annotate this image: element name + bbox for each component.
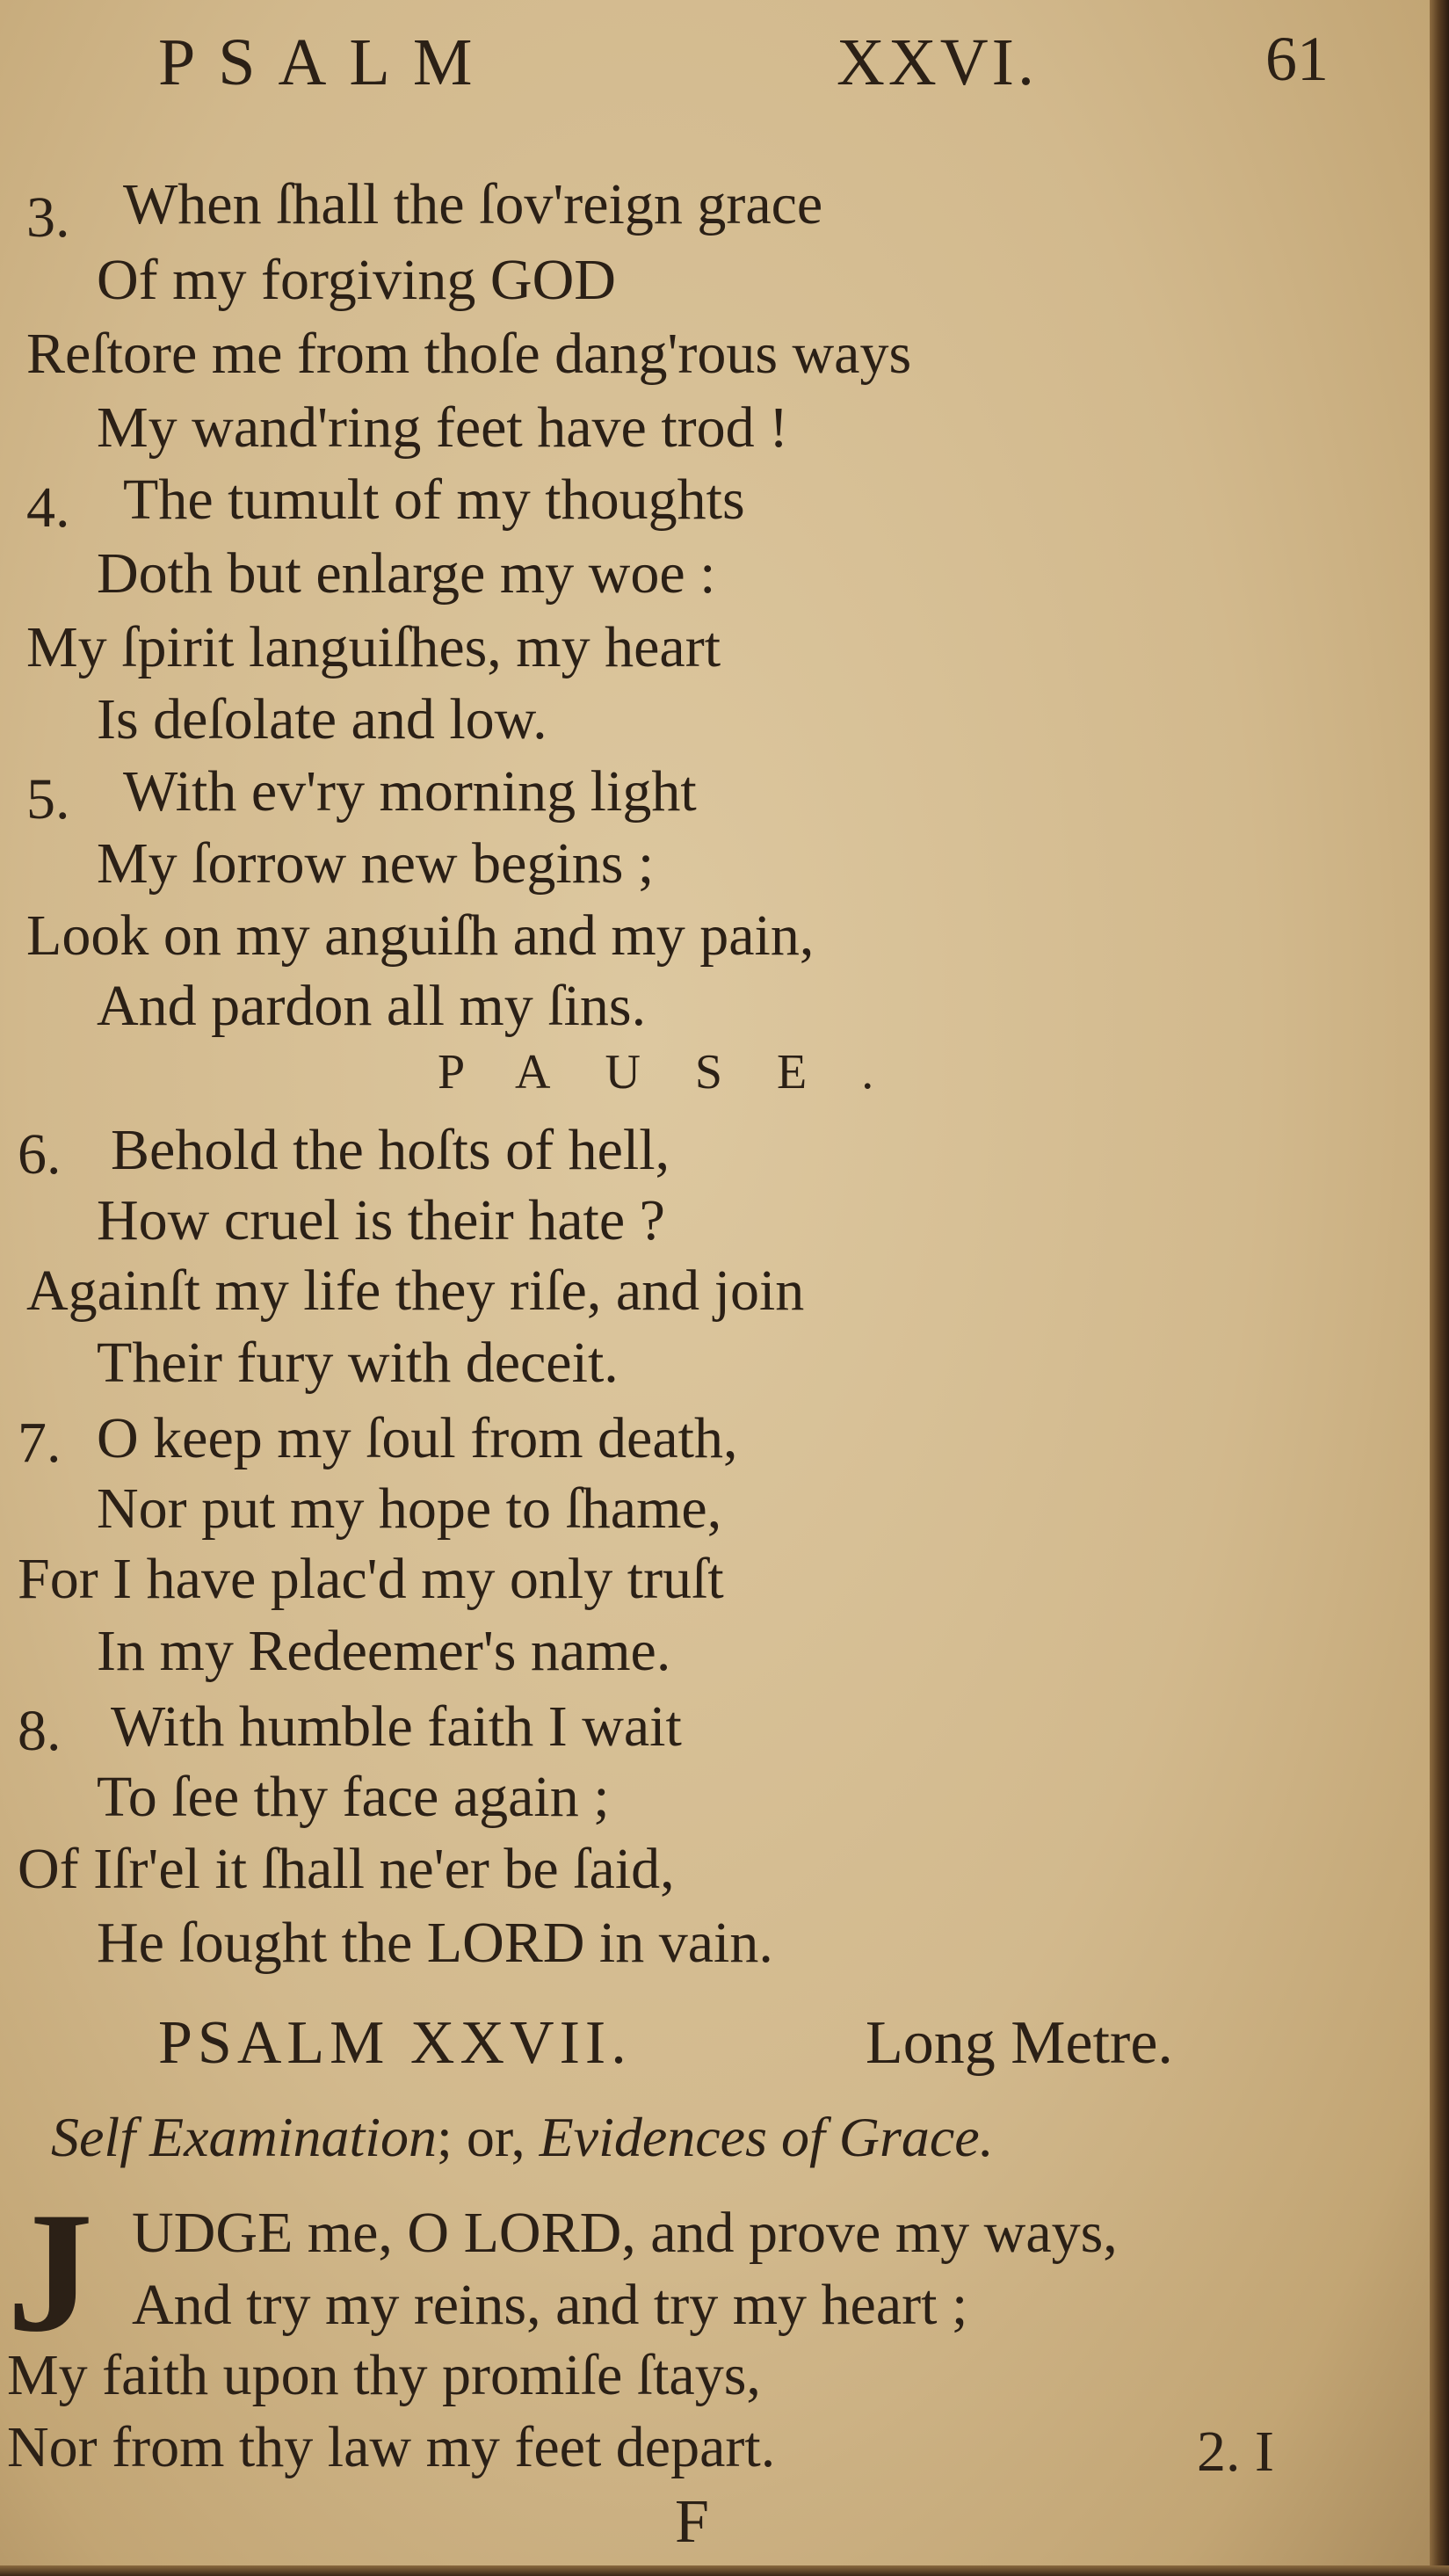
verse-line: How cruel is their hate ?	[97, 1188, 665, 1252]
verse-line: He ſought the LORD in vain.	[97, 1911, 773, 1975]
stanza-number: 4.	[26, 475, 70, 540]
verse-line: When ſhall the ſov'reign grace	[123, 172, 823, 236]
verse-line: In my Redeemer's name.	[97, 1619, 671, 1683]
verse-line: O keep my ſoul from death,	[97, 1406, 738, 1470]
verse-line: The tumult of my thoughts	[123, 468, 745, 532]
psalm-title: PSALM XXVII.	[158, 2009, 632, 2077]
subtitle-separator: ; or,	[437, 2106, 525, 2168]
verse-line: Nor from thy law my feet depart.	[7, 2415, 776, 2479]
verse-line: For I have plac'd my only truſt	[18, 1547, 724, 1611]
verse-line: And try my reins, and try my heart ;	[132, 2273, 968, 2337]
verse-line: Behold the hoſts of hell,	[111, 1118, 670, 1182]
verse-line: My faith upon thy promiſe ſtays,	[7, 2343, 761, 2407]
verse-line: Reſtore me from thoſe dang'rous ways	[26, 322, 912, 386]
verse-line: And pardon all my ſins.	[97, 974, 647, 1038]
verse-line: My ſorrow new begins ;	[97, 831, 655, 896]
verse-line: My wand'ring feet have trod !	[97, 395, 789, 460]
verse-line: With ev'ry morning light	[123, 759, 697, 824]
page-number: 61	[1265, 24, 1329, 94]
page-edge-shadow	[1430, 0, 1449, 2576]
pause-heading: PAUSE.	[438, 1045, 929, 1099]
page-bottom-edge	[0, 2565, 1449, 2576]
verse-line: Nor put my hope to ſhame,	[97, 1477, 722, 1541]
subtitle-part-2: Evidences of Grace.	[539, 2106, 994, 2168]
verse-line: To ſee thy face again ;	[97, 1765, 610, 1829]
verse-line: Of Iſr'el it ſhall ne'er be ſaid,	[18, 1837, 675, 1901]
stanza-number: 3.	[26, 185, 70, 250]
stanza-number: 7.	[18, 1411, 62, 1475]
verse-line: Look on my anguiſh and my pain,	[26, 903, 815, 968]
running-head-psalm-number: XXVI.	[837, 25, 1038, 99]
signature-mark: F	[675, 2488, 709, 2556]
verse-line: Their fury with deceit.	[97, 1331, 619, 1395]
stanza-number: 5.	[26, 767, 70, 831]
verse-line: Againſt my life they riſe, and join	[26, 1259, 805, 1323]
verse-line: Of my forgiving GOD	[97, 248, 616, 312]
verse-line: Is deſolate and low.	[97, 687, 547, 751]
verse-line: With humble faith I wait	[111, 1694, 682, 1759]
drop-cap: J	[7, 2177, 93, 2368]
psalm-meter: Long Metre.	[866, 2009, 1173, 2077]
verse-line: My ſpirit languiſhes, my heart	[26, 615, 721, 679]
running-head: PSALM	[158, 25, 496, 99]
subtitle-part-1: Self Examination	[51, 2106, 438, 2168]
psalm-subtitle	[51, 2105, 994, 2170]
stanza-number: 6.	[18, 1122, 62, 1186]
verse-line: UDGE me, O LORD, and prove my ways,	[132, 2201, 1118, 2265]
verse-line: Doth but enlarge my woe :	[97, 541, 716, 606]
stanza-number: 8.	[18, 1699, 62, 1763]
catchword: 2. I	[1197, 2420, 1274, 2484]
